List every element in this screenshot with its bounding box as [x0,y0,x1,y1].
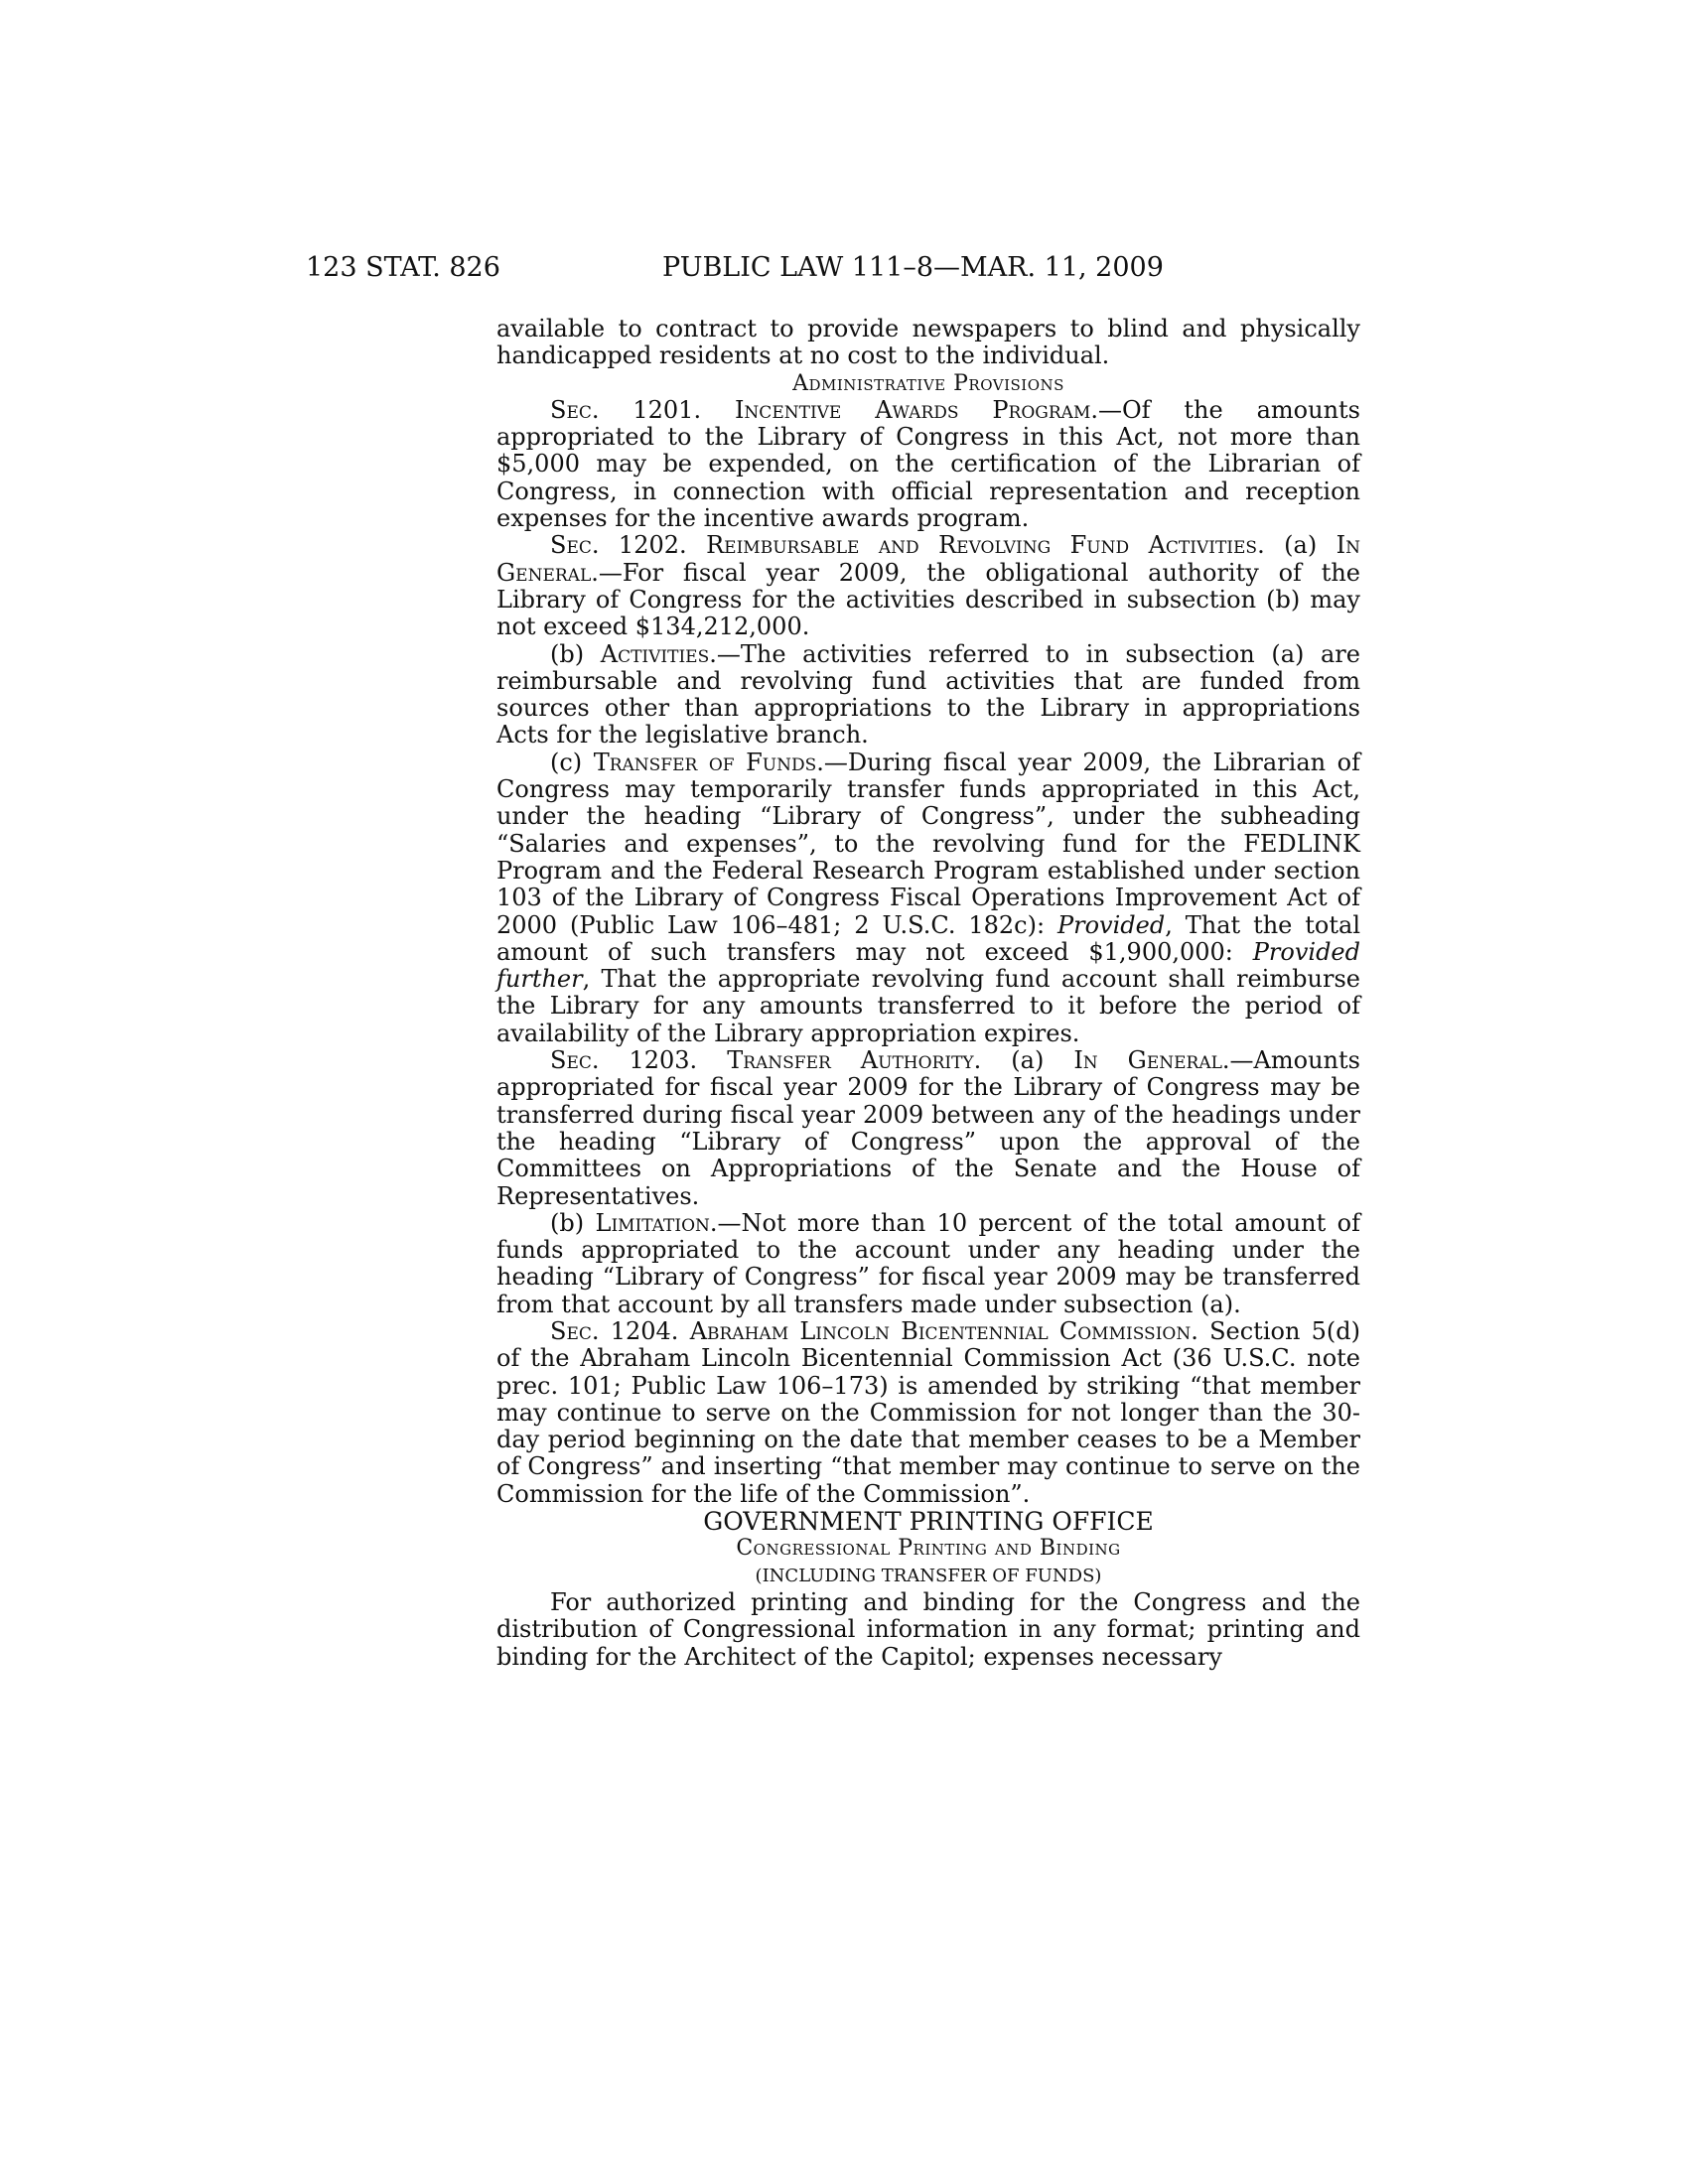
sec-1203-a-label: (a) [1011,1046,1045,1075]
sec-1202-c-label: (c) [550,748,583,776]
sec-1203-label: Sec. 1203. [550,1046,698,1075]
sec-1203-heading: Transfer Authority. [727,1046,982,1075]
sec-1203-a-heading: In General. [1073,1046,1230,1075]
sec-1203-a-text: —Amounts appropriated for fiscal year 2009 for the Library of Congress may be transferred during fiscal year 2009 between any of the headings under the heading “Library of Congress” upon the approval of the Committees on Appropriations of the Senate and the House of Representatives. [496,1046,1360,1210]
administrative-provisions-heading: Administrative Provisions [792,370,1064,396]
sec-1202-a-heading: In General. [496,531,1361,587]
congressional-printing-heading: Congressional Printing and Binding [736,1536,1121,1562]
sec-1203-b-text: —Not more than 10 percent of the total amount of funds appropriated to the account under any heading under the heading “Library of Congress” for fiscal year 2009 may be transferred from that account by all transfers made under subsection (a). [496,1208,1361,1318]
public-law-title: PUBLIC LAW 111–8—MAR. 11, 2009 [662,252,1164,283]
sec-1204-label: Sec. 1204. [550,1316,679,1345]
sec-1202-a-text: —For fiscal year 2009, the obligational authority of the Library of Congress for the activities described in subsection (b) may not exceed $134,212,000. [496,558,1360,641]
provided-further-term: Provided further [496,937,1360,994]
sec-1204-text: Section 5(d) of the Abraham Lincoln Bicentennial Commission Act (36 U.S.C. note prec. 101; Public Law 106–173) is amended by striking “that member may continue to serve on the Commission for not longer than the 30-day period beginning on the date that member ceases to be a Member of Congress” and inserting “that member may continue to serve on the Commission for the life of the Commission”. [496,1316,1361,1508]
intro-paragraph: available to contract to provide newspapers to blind and physically handicapped residents at no cost to the individual. [496,315,1360,370]
sec-1203-b-label: (b) [550,1208,585,1237]
sec-1203-a-paragraph [496,1047,1360,1210]
including-transfer-heading: (INCLUDING TRANSFER OF FUNDS) [755,1565,1102,1586]
sec-1204-paragraph [496,1318,1360,1508]
sec-1201-text: —Of the amounts appropriated to the Library of Congress in this Act, not more than $5,000 may be expended, on the certification of the Librarian of Congress, in connection with official representation and reception expenses for the incentive awards program. [496,395,1360,533]
sec-1202-c-text-3: , That the appropriate revolving fund account shall reimburse the Library for any amounts transferred to it before the period of availability of the Library appropriation expires. [496,965,1360,1047]
stat-page-citation: 123 STAT. 826 [306,252,500,283]
running-header [0,252,1688,288]
sec-1201-label: Sec. 1201. [550,395,702,424]
sec-1202-b-label: (b) [550,639,585,668]
provided-term: Provided [1056,910,1166,939]
body-text-column [496,316,1360,1671]
sec-1201-heading: Incentive Awards Program. [734,395,1098,424]
sec-1202-heading: Reimbursable and Revolving Fund Activities. [706,531,1265,560]
sec-1203-b-heading: Limitation. [595,1208,718,1237]
sec-1201-paragraph [496,397,1360,532]
sec-1202-b-text: —The activities referred to in subsection (a) are reimbursable and revolving fund activities that are funded from sources other than appropriations to the Library in appropriations Acts for the legislative branch. [496,639,1360,750]
sec-1202-c-heading: Transfer of Funds. [593,748,824,776]
gpo-heading: GOVERNMENT PRINTING OFFICE [703,1507,1154,1537]
printing-binding-paragraph: For authorized printing and binding for the Congress and the distribution of Congressional information in any format; printing and binding for the Architect of the Capitol; expenses necessary [496,1587,1360,1671]
sec-1202-c-paragraph [496,750,1360,1047]
sec-1202-label: Sec. 1202. [550,531,687,560]
sec-1202-heading-paragraph [496,532,1360,640]
sec-1202-c-text-1: —During fiscal year 2009, the Librarian of Congress may temporarily transfer funds appropriated in this Act, under the heading “Library of Congress”, under the subheading “Salaries and expenses”, to the revolving fund for the FEDLINK Program and the Federal Research Program established under section 103 of the Library of Congress Fiscal Operations Improvement Act of 2000 (Public Law 106–481; 2 U.S.C. 182c): [496,748,1360,939]
sec-1202-a-label: (a) [1284,531,1318,560]
sec-1202-c-text-2: , That the total amount of such transfers may not exceed $1,900,000: [496,910,1360,966]
sec-1203-b-paragraph [496,1210,1360,1318]
sec-1202-b-heading: Activities. [600,639,717,668]
sec-1204-heading: Abraham Lincoln Bicentennial Commission. [689,1316,1198,1345]
sec-1202-b-paragraph [496,641,1360,750]
